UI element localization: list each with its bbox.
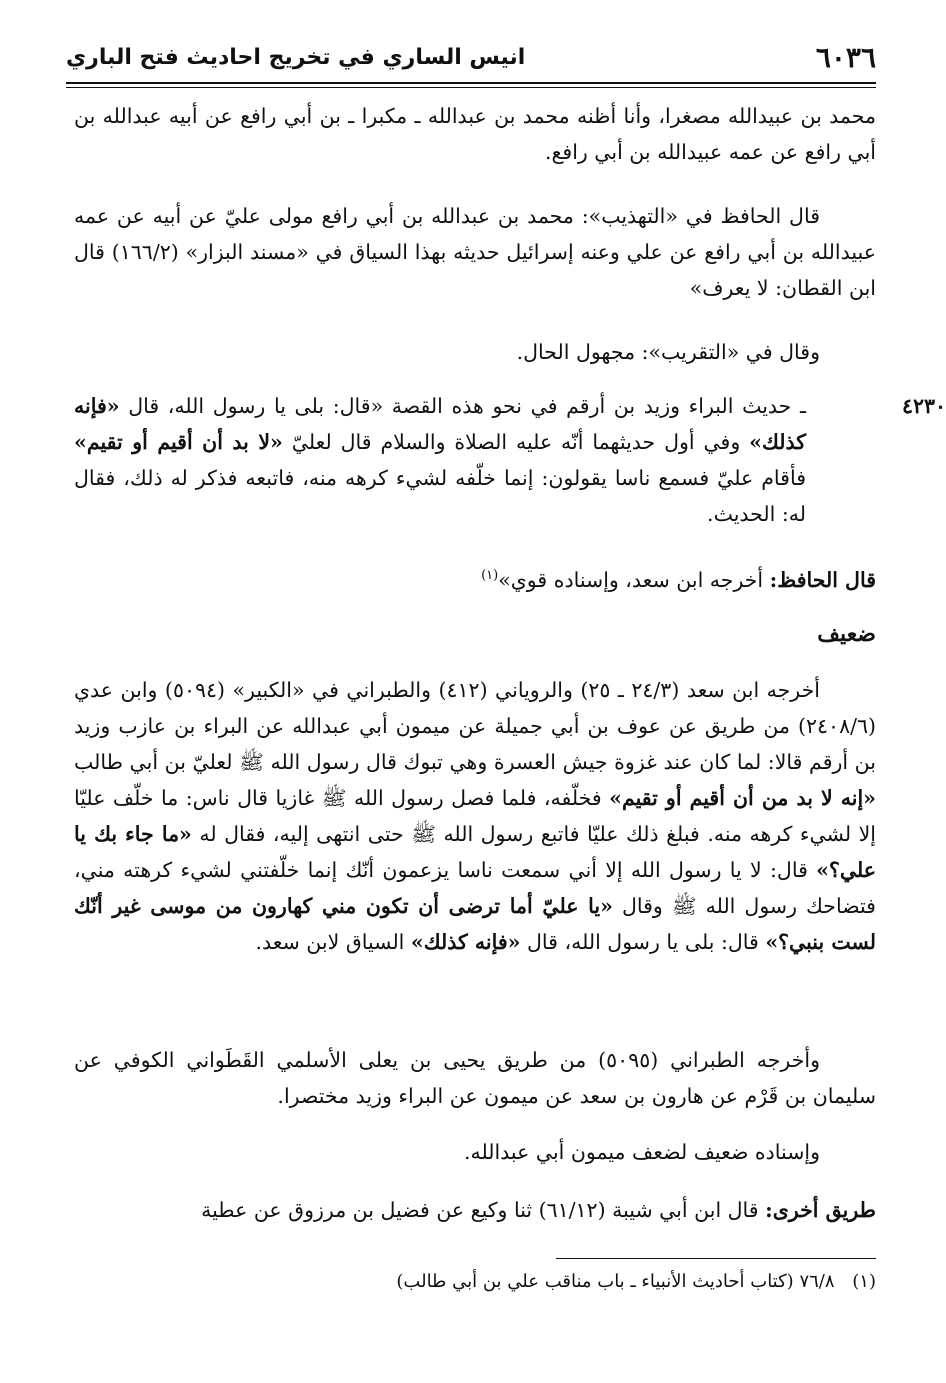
footnote-reference: ٧٦/٨ (799, 1271, 835, 1292)
hadith-quote: «فإنه كذلك» (74, 394, 806, 454)
hadith-text: وفي أول حديثهما أنّه عليه الصلاة والسلام قال لعليّ (291, 430, 741, 454)
takhrij-text: السياق لابن سعد. (255, 930, 405, 954)
footnote (396, 1268, 876, 1296)
grade-heading: ضعيف (817, 621, 876, 647)
footnote-number: (١) (852, 1271, 876, 1292)
header-rule (66, 82, 876, 88)
takhrij-quote: «فإنه كذلك» (410, 930, 521, 954)
running-title: انيس الساري في تخريج احاديث فتح الباري (66, 44, 526, 70)
takhrij-text: قال: لا يا رسول الله إلا أني سمعت ناسا يزعمون أنّك إنما خلّفتني لشيء كرهته مني، فتضاحك رسول الله ﷺ وقال (74, 858, 876, 918)
takhrij-paragraph (74, 672, 876, 960)
tariq-text: قال ابن أبي شيبة (٦١/١٢) ثنا وكيع عن فضيل بن مرزوق عن عطية (201, 1198, 759, 1222)
paragraph-taqrib-quote: وقال في «التقريب»: مجهول الحال. (516, 340, 820, 364)
paragraph-narrator-note: محمد بن عبيدالله مصغرا، وأنا أظنه محمد بن عبدالله ـ مكبرا ـ بن أبي رافع عن أبيه عبدالله بن أبي رافع عن عمه عبيدالله بن أبي رافع. (74, 104, 876, 164)
page-number: ٦٠٣٦ (815, 40, 876, 74)
tariq-paragraph (74, 1192, 876, 1228)
tariq-label: طريق أخرى: (765, 1198, 876, 1222)
hafiz-label: قال الحافظ: (769, 567, 876, 592)
takhrij-text: أخرجه ابن سعد (٢٤/٣ ـ ٢٥) والروياني (٤١٢) والطبراني في «الكبير» (٥٠٩٤) وابن عدي (٢٤٠٨/٦) من طريق عن عوف بن أبي جميلة عن ميمون أبي عبدالله عن البراء بن عازب وزيد بن أرقم قالا: لما كان عند غزوة جيش العسرة وهي تبوك قال رسول الله ﷺ لعليّ بن أبي طالب (74, 678, 876, 774)
hadith-number: ٤٢٣٠ (901, 394, 946, 418)
hafiz-text: أخرجه ابن سعد، وإسناده قوي» (498, 567, 764, 592)
takhrij-text: فخلّفه، فلما فصل رسول الله ﷺ غازيا قال ناس: ما خلّف عليّا إلا لشيء كرهه منه. فبلغ ذلك عليّا فاتبع رسول الله ﷺ حتى انتهى إليه، فقال له (74, 786, 876, 846)
takhrij-quote: «ما جاء بك يا علي؟» (74, 822, 876, 882)
hadith-quote: «لا بد أن أقيم أو تقيم» (74, 430, 283, 454)
footnote-marker: (١) (481, 568, 499, 583)
paragraph-isnad: وإسناده ضعيف لضعف ميمون أبي عبدالله. (463, 1140, 820, 1164)
takhrij-text: قال: بلى يا رسول الله، قال (527, 930, 759, 954)
footnote-text: (كتاب أحاديث الأنبياء ـ باب مناقب علي بن أبي طالب) (396, 1271, 794, 1292)
paragraph-tabarani: وأخرجه الطبراني (٥٠٩٥) من طريق يحيى بن يعلى الأسلمي القَطَواني الكوفي عن سليمان بن قَرْم عن هارون بن سعد عن ميمون عن البراء وزيد مختصرا. (74, 1048, 876, 1108)
hadith-entry (74, 388, 946, 532)
footnote-rule (556, 1258, 876, 1259)
takhrij-quote: «يا عليّ أما ترضى أن تكون مني كهارون من موسى غير أنّك لست بنبي؟» (74, 894, 876, 954)
paragraph-tahdhib-quote: قال الحافظ في «التهذيب»: محمد بن عبدالله بن أبي رافع مولى عليّ عن أبيه عن عمه عبيدالله بن أبي رافع عن علي وعنه إسرائيل حديثه بهذا السياق في «مسند البزار» (١٦٦/٢) قال ابن القطان: لا يعرف» (74, 204, 876, 300)
hadith-text: ـ حديث البراء وزيد بن أرقم في نحو هذه القصة «قال: بلى يا رسول الله، قال (128, 394, 806, 418)
hadith-text: فأقام عليّ فسمع ناسا يقولون: إنما خلّفه لشيء كرهه منه، فاتبعه فذكر له ذلك، فقال له: الحديث. (74, 466, 806, 526)
page-header (66, 38, 876, 76)
hafiz-statement (74, 558, 876, 598)
takhrij-quote: «إنه لا بد من أن أقيم أو تقيم» (609, 786, 876, 810)
